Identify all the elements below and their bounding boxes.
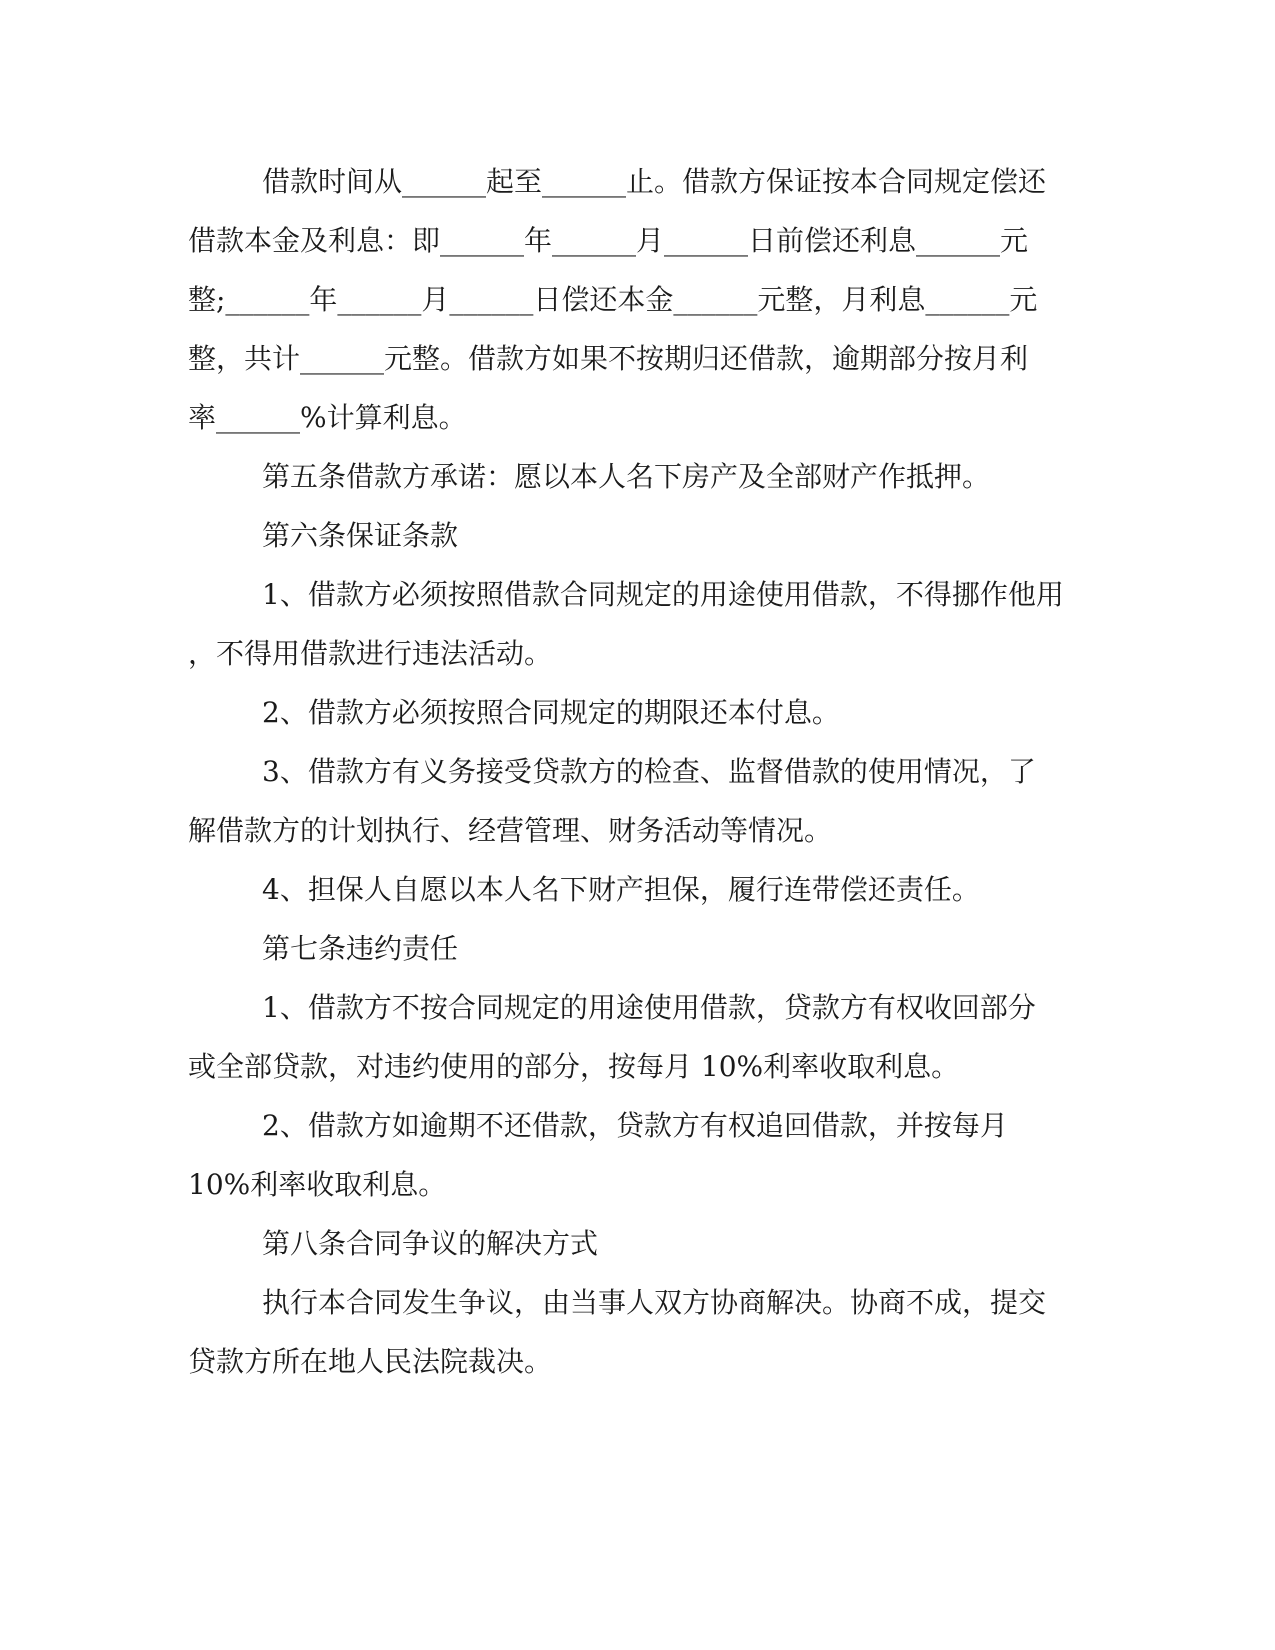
paragraph-loan-period-line-1: 借款时间从______起至______止。借款方保证按本合同规定偿还 bbox=[262, 165, 1047, 198]
article-7-item-2-line-1: 2、借款方如逾期不还借款，贷款方有权追回借款，并按每月 bbox=[262, 1109, 1008, 1142]
article-6-item-4: 4、担保人自愿以本人名下财产担保，履行连带偿还责任。 bbox=[262, 873, 980, 906]
article-5-pledge: 第五条借款方承诺：愿以本人名下房产及全部财产作抵押。 bbox=[262, 460, 991, 493]
article-7-item-2-line-2: 10%利率收取利息。 bbox=[188, 1168, 447, 1201]
article-8-body-line-1: 执行本合同发生争议，由当事人双方协商解决。协商不成，提交 bbox=[262, 1286, 1047, 1319]
paragraph-loan-period-line-5: 率______%计算利息。 bbox=[188, 401, 467, 434]
article-7-item-1-line-2: 或全部贷款，对违约使用的部分，按每月 10%利率收取利息。 bbox=[188, 1050, 960, 1083]
article-6-item-1-line-1: 1、借款方必须按照借款合同规定的用途使用借款，不得挪作他用 bbox=[262, 578, 1064, 611]
paragraph-loan-period-line-2: 借款本金及利息：即______年______月______日前偿还利息______元 bbox=[188, 224, 1029, 257]
article-8-heading: 第八条合同争议的解决方式 bbox=[262, 1227, 599, 1260]
article-7-heading: 第七条违约责任 bbox=[262, 932, 459, 965]
article-6-item-1-line-2: ，不得用借款进行违法活动。 bbox=[188, 637, 553, 670]
paragraph-loan-period-line-3: 整;______年______月______日偿还本金______元整，月利息______元 bbox=[188, 283, 1038, 316]
article-6-item-2: 2、借款方必须按照合同规定的期限还本付息。 bbox=[262, 696, 840, 729]
article-8-body-line-2: 贷款方所在地人民法院裁决。 bbox=[188, 1345, 553, 1378]
article-6-heading: 第六条保证条款 bbox=[262, 519, 459, 552]
article-7-item-1-line-1: 1、借款方不按合同规定的用途使用借款，贷款方有权收回部分 bbox=[262, 991, 1036, 1024]
article-6-item-3-line-2: 解借款方的计划执行、经营管理、财务活动等情况。 bbox=[188, 814, 833, 847]
article-6-item-3-line-1: 3、借款方有义务接受贷款方的检查、监督借款的使用情况，了 bbox=[262, 755, 1036, 788]
paragraph-loan-period-line-4: 整，共计______元整。借款方如果不按期归还借款，逾期部分按月利 bbox=[188, 342, 1029, 375]
